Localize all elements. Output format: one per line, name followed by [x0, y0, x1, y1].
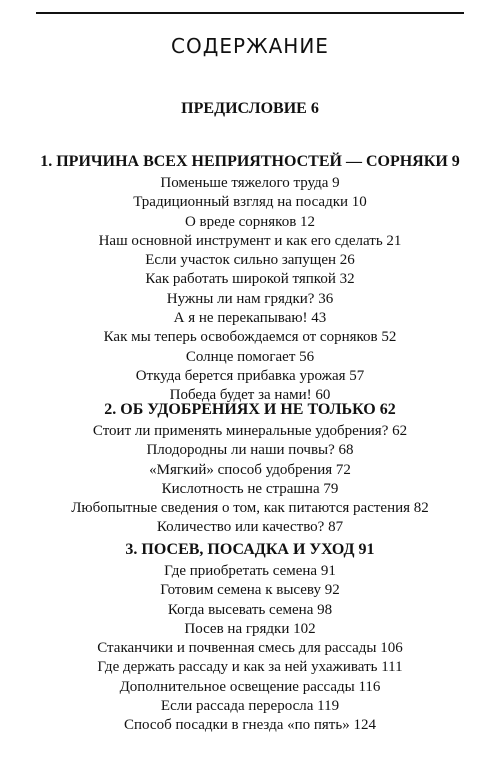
toc-entry: Если участок сильно запущен 26	[145, 252, 355, 269]
toc-entry: Откуда берется прибавка урожая 57	[135, 367, 365, 384]
toc-entry: Стоит ли применять минеральные удобрения? 62	[92, 423, 408, 439]
toc-entry: А я не перекапываю! 43	[173, 310, 327, 327]
toc-entry: Как работать широкой тяпкой 32	[145, 271, 355, 288]
toc-preface: ПРЕДИСЛОВИЕ 6	[181, 100, 319, 117]
toc-chapter-3	[0, 540, 500, 736]
toc-entry: Стаканчики и почвенная смесь для рассады 106	[97, 640, 403, 657]
toc-entry: «Мягкий» способ удобрения 72	[149, 461, 351, 478]
toc-entry: Поменьше тяжелого труда 9	[160, 175, 340, 191]
chapter-heading: 3. ПОСЕВ, ПОСАДКА И УХОД 91	[125, 541, 375, 558]
toc-entry: Победа будет за нами! 60	[169, 387, 331, 404]
top-rule	[36, 12, 464, 14]
toc-entry: Наш основной инструмент и как его сделать 21	[98, 232, 402, 249]
toc-entry: Когда высевать семена 98	[167, 601, 333, 618]
toc-entry: Готовим семена к высеву 92	[160, 582, 340, 599]
chapter-heading: 1. ПРИЧИНА ВСЕХ НЕПРИЯТНОСТЕЙ — СОРНЯКИ 9	[40, 153, 460, 170]
toc-entry: Нужны ли нам грядки? 36	[166, 290, 334, 307]
toc-chapter-2	[0, 400, 500, 538]
page-title: СОДЕРЖАНИЕ	[171, 34, 329, 58]
toc-entry: Где держать рассаду и как за ней ухаживать 111	[97, 659, 403, 676]
toc-entry: Любопытные сведения о том, как питаются растения 82	[71, 500, 429, 517]
toc-entry: Где приобретать семена 91	[164, 563, 336, 579]
toc-chapter-1	[0, 152, 500, 406]
toc-entry: Кислотность не страшна 79	[161, 480, 339, 497]
toc-entry: Посев на грядки 102	[184, 620, 316, 637]
toc-entry: Плодородны ли наши почвы? 68	[146, 442, 354, 459]
toc-entry: Количество или качество? 87	[156, 519, 344, 536]
toc-entry: Если рассада переросла 119	[160, 698, 340, 715]
toc-entry: Как мы теперь освобождаемся от сорняков 52	[103, 329, 397, 346]
toc-entry: Способ посадки в гнезда «по пять» 124	[124, 717, 376, 734]
chapter-heading: 2. ОБ УДОБРЕНИЯХ И НЕ ТОЛЬКО 62	[104, 401, 396, 418]
toc-entry: О вреде сорняков 12	[184, 213, 316, 230]
toc-entry: Солнце помогает 56	[185, 348, 315, 365]
toc-entry: Дополнительное освещение рассады 116	[119, 678, 381, 695]
toc-entry: Традиционный взгляд на посадки 10	[133, 194, 367, 211]
